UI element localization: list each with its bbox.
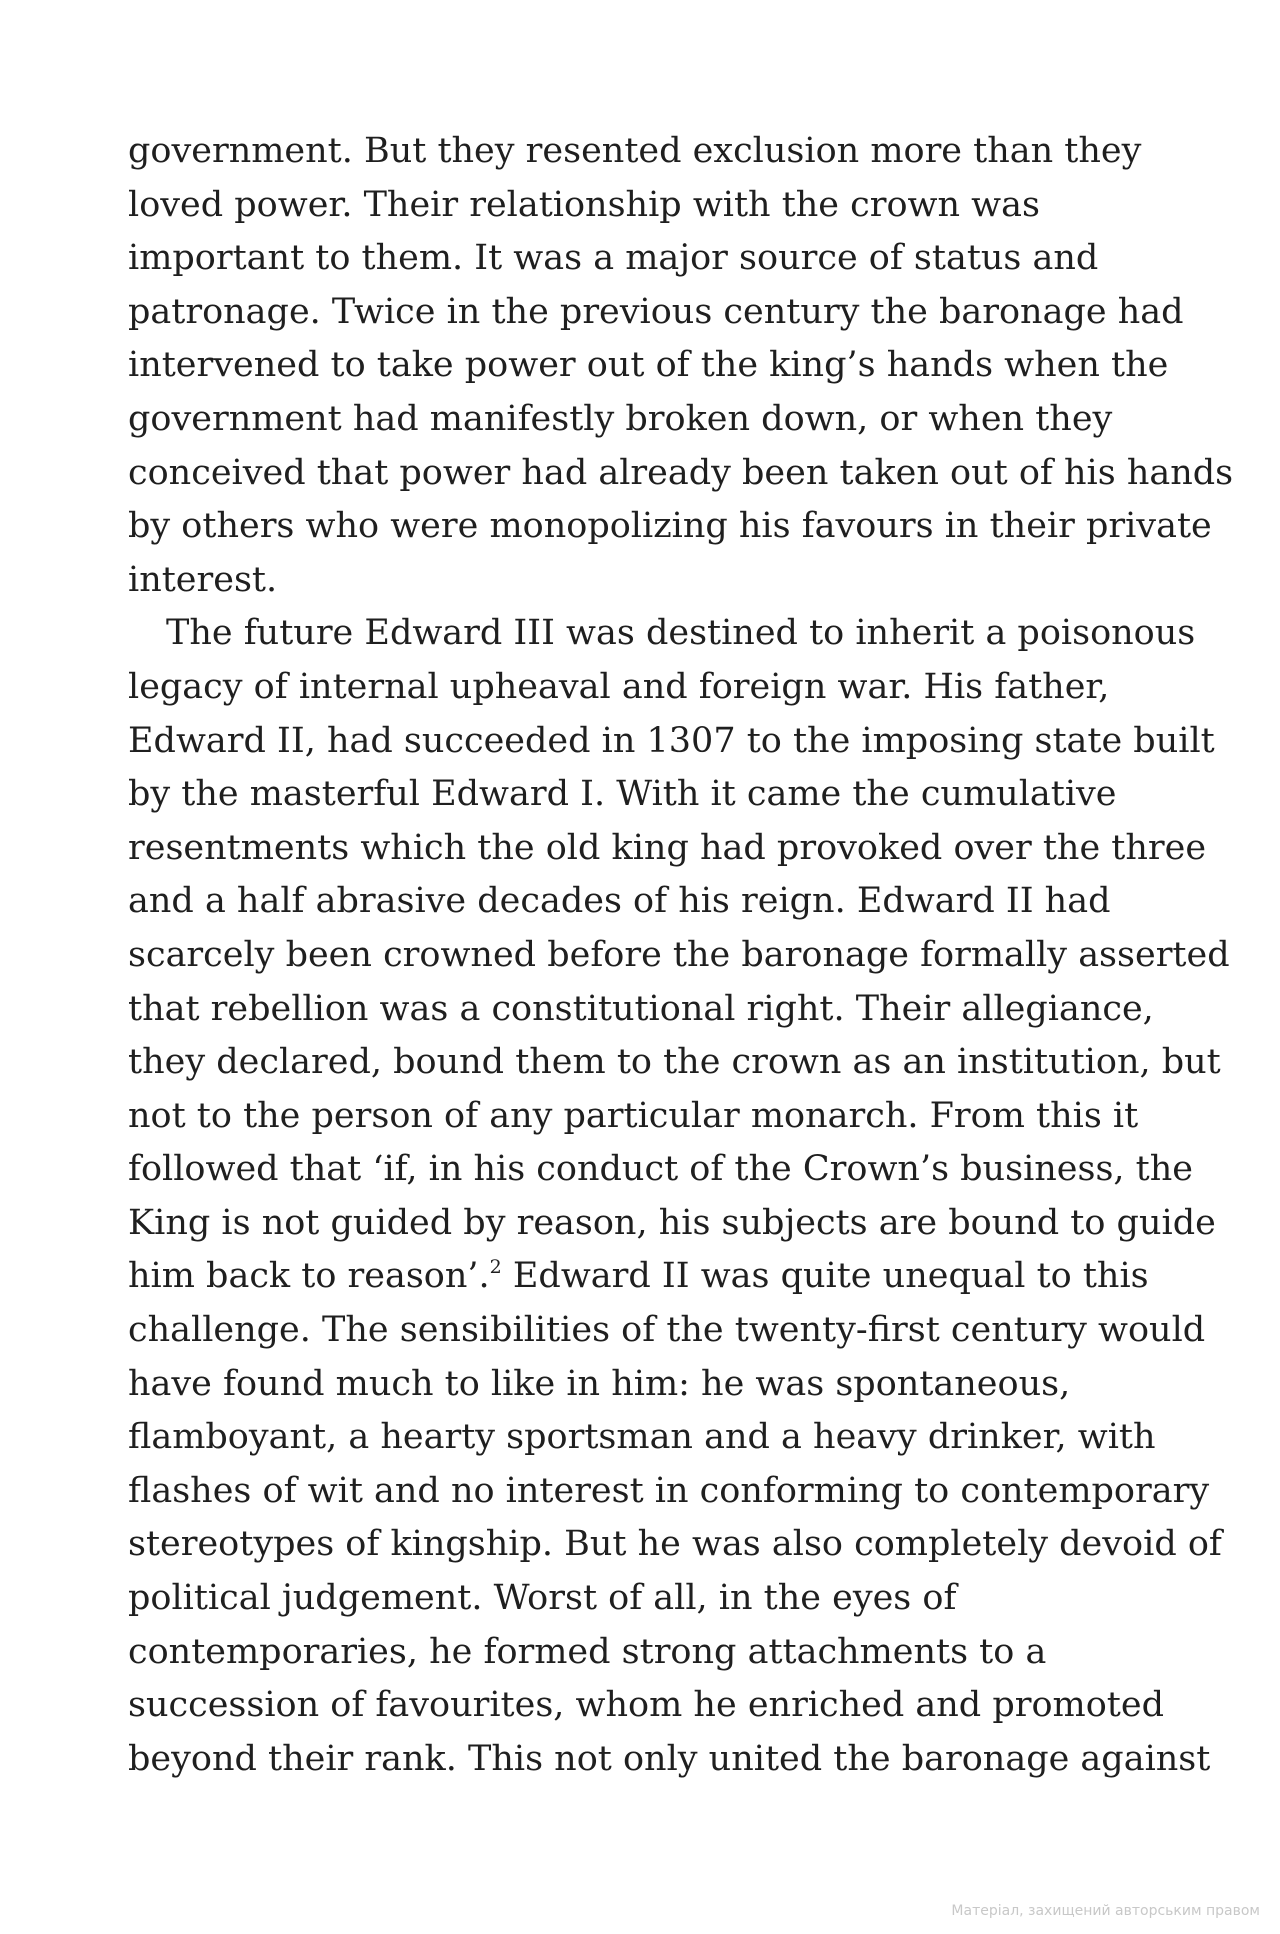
text-line: important to them. It was a major source of status and [128,238,1099,279]
paragraph-1 [128,125,1234,607]
text-line: government. But they resented exclusion more than they [128,131,1142,171]
text-line: scarcely been crowned before the baronage formally asserted [128,934,1230,975]
text-line: stereotypes of kingship. But he was also completely devoid of [128,1524,1222,1565]
text-line: King is not guided by reason, his subjects are bound to guide [128,1202,1216,1243]
text-line: not to the person of any particular monarch. From this it [128,1095,1139,1136]
text-line: political judgement. Worst of all, in the eyes of [128,1578,957,1619]
footnote-line-after: Edward II was quite unequal to this [501,1256,1149,1297]
text-line: legacy of internal upheaval and foreign war. His father, [128,666,1110,707]
text-line-with-footnote [128,1250,1178,1304]
text-line: followed that ‘if, in his conduct of the Crown’s business, the [128,1149,1194,1190]
text-line: Edward II, had succeeded in 1307 to the imposing state built [128,720,1215,761]
text-line: and a half abrasive decades of his reign. Edward II had [128,881,1111,922]
text-line: government had manifestly broken down, or when they [128,398,1113,439]
text-line: beyond their rank. This not only united the baronage against [128,1738,1211,1779]
text-line: patronage. Twice in the previous century the baronage had [128,291,1184,332]
text-line: The future Edward III was destined to inherit a poisonous [166,613,1196,654]
text-line: challenge. The sensibilities of the twenty-first century would [128,1310,1206,1351]
copyright-watermark: Матеріал, захищений авторським правом [951,1903,1260,1919]
text-line: intervened to take power out of the king’s hands when the [128,345,1169,386]
text-line: that rebellion was a constitutional right. Their allegiance, [128,988,1154,1029]
text-line: interest. [128,559,278,600]
body-text [128,125,1234,1786]
text-line: resentments which the old king had provoked over the three [128,827,1207,868]
paragraph-2 [128,607,1230,1786]
text-line: loved power. Their relationship with the crown was [128,184,1040,225]
footnote-line-before: him back to reason’. [128,1256,490,1297]
text-line: succession of favourites, whom he enriched and promoted [128,1685,1164,1726]
text-line: contemporaries, he formed strong attachments to a [128,1631,1047,1672]
text-line: flashes of wit and no interest in conforming to contemporary [128,1470,1210,1511]
text-line: have found much to like in him: he was spontaneous, [128,1363,1071,1404]
text-line: they declared, bound them to the crown as an institution, but [128,1042,1221,1083]
text-line: conceived that power had already been taken out of his hands [128,452,1234,493]
text-line: by the masterful Edward I. With it came the cumulative [128,774,1117,815]
text-line: flamboyant, a hearty sportsman and a heavy drinker, with [128,1417,1156,1458]
footnote-reference[interactable]: 2 [489,1256,502,1279]
text-line: by others who were monopolizing his favours in their private [128,506,1212,547]
